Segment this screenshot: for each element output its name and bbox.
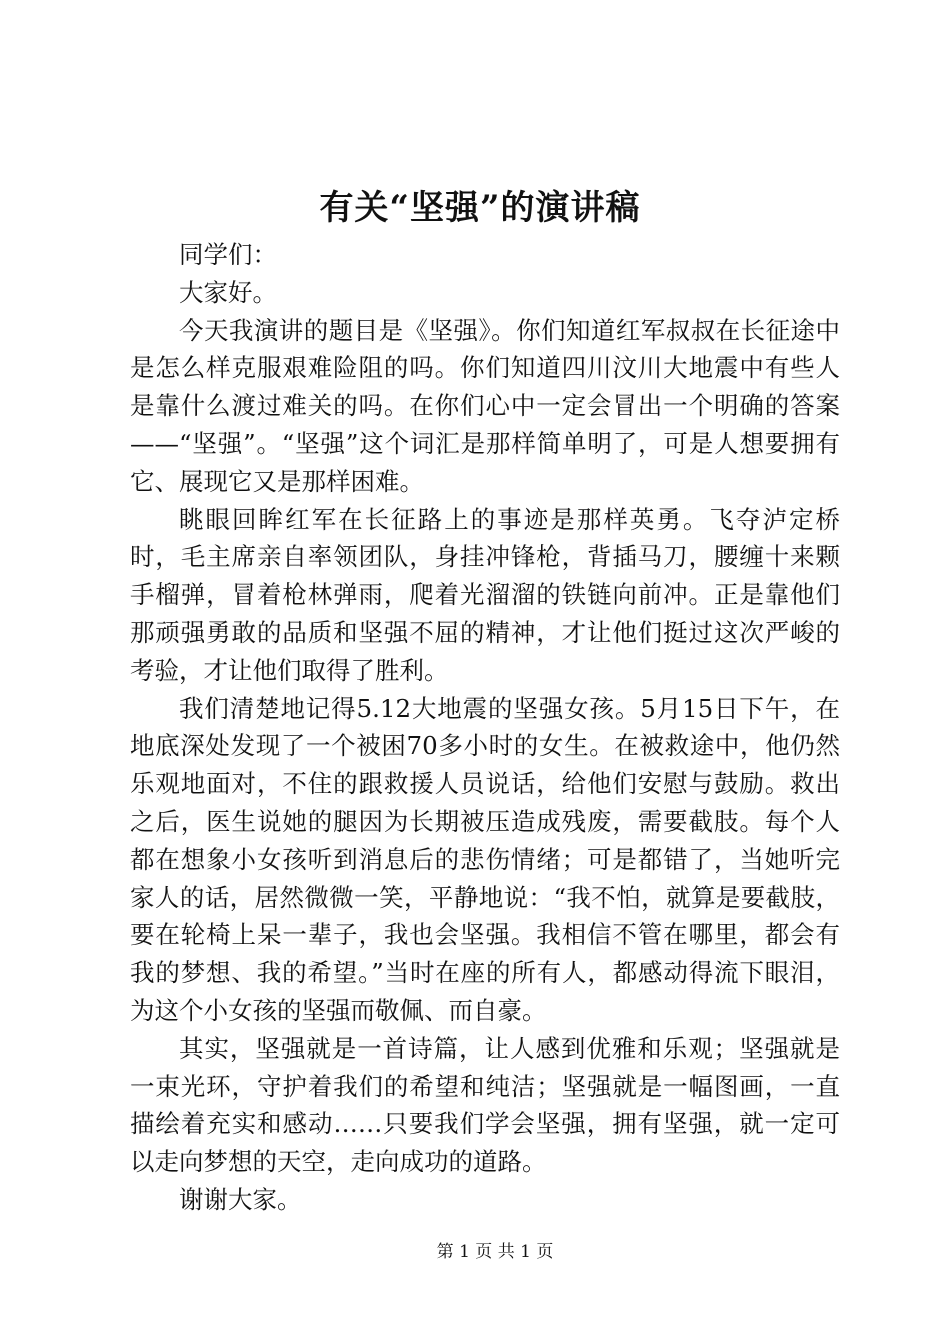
paragraph-intro: 今天我演讲的题目是《坚强》。你们知道红军叔叔在长征途中是怎么样克服艰难险阻的吗。你们知道四川汶川大地震中有些人是靠什么渡过难关的吗。在你们心中一定会冒出一个明确的答案——“坚强”。“坚强”这个词汇是那样简单明了，可是人想要拥有它、展现它又是那样困难。 — [130, 315, 840, 496]
greeting: 大家好。 — [179, 277, 277, 307]
salutation: 同学们： — [179, 240, 277, 269]
paragraph-long-march: 眺眼回眸红军在长征路上的事迹是那样英勇。飞夺泸定桥时，毛主席亲自率领团队，身挂冲锋枪，背插马刀，腰缠十来颗手榴弹，冒着枪林弹雨，爬着光溜溜的铁链向前冲。正是靠他们那顽强勇敢的品质和坚强不屈的精神，才让他们挺过这次严峻的考验，才让他们取得了胜利。 — [130, 504, 840, 685]
page-footer: 第 1 页 共 1 页 — [436, 1242, 554, 1262]
document-body — [130, 236, 840, 1219]
document-title: 有关“坚强”的演讲稿 — [319, 188, 641, 228]
paragraph-earthquake-girl: 我们清楚地记得5.12大地震的坚强女孩。5月15日下午，在地底深处发现了一个被困70多小时的女生。在被救途中，他仍然乐观地面对，不住的跟救援人员说话，给他们安慰与鼓励。救出之后，医生说她的腿因为长期被压造成残废，需要截肢。每个人都在想象小女孩听到消息后的悲伤情绪；可是都错了，当她听完家人的话，居然微微一笑，平静地说：“我不怕，就算是要截肢，要在轮椅上呆一辈子，我也会坚强。我相信不管在哪里，都会有我的梦想、我的希望。”当时在座的所有人，都感动得流下眼泪，为这个小女孩的坚强而敬佩、而自豪。 — [130, 693, 840, 1025]
closing-thanks: 谢谢大家。 — [179, 1184, 302, 1214]
paragraph-conclusion: 其实，坚强就是一首诗篇，让人感到优雅和乐观；坚强就是一束光环，守护着我们的希望和纯洁；坚强就是一幅图画，一直描绘着充实和感动……只要我们学会坚强，拥有坚强，就一定可以走向梦想的天空，走向成功的道路。 — [130, 1033, 840, 1177]
